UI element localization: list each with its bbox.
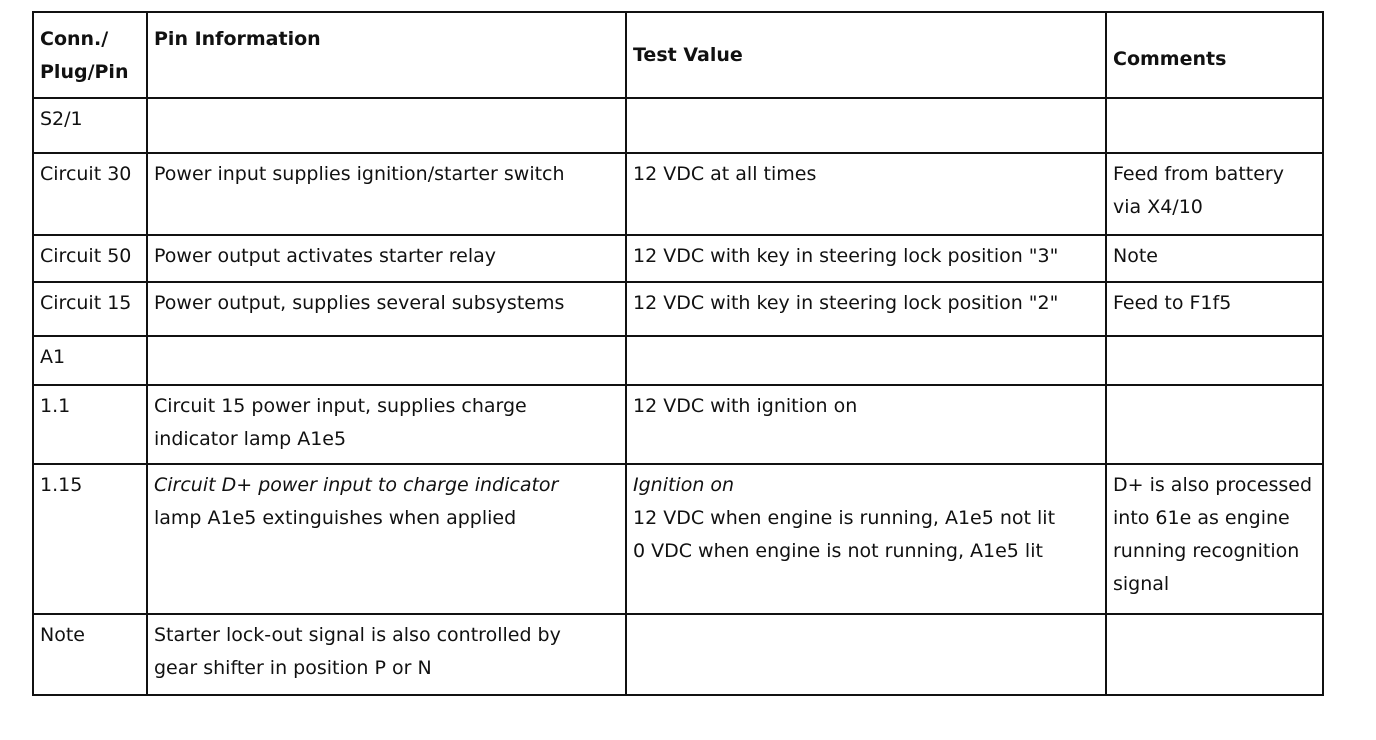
table-row	[33, 614, 1323, 695]
pin-info-cell	[147, 98, 626, 153]
table-row	[33, 153, 1323, 235]
test-value-cell: 12 VDC with key in steering lock position "3"	[626, 235, 1106, 282]
pin-info-cell: Starter lock-out signal is also controlled by gear shifter in position P or N	[147, 614, 626, 695]
conn-cell: S2/1	[33, 98, 147, 153]
comment-cell: D+ is also processed into 61e as engine running recognition signal	[1106, 464, 1323, 614]
pin-info-cell: Circuit D+ power input to charge indicator lamp A1e5 extinguishes when applied	[147, 464, 626, 614]
pin-info-cell	[147, 336, 626, 385]
test-value-cell: 12 VDC with ignition on	[626, 385, 1106, 464]
test-value-cell	[626, 614, 1106, 695]
table-header-row	[33, 12, 1323, 98]
conn-cell: Circuit 15	[33, 282, 147, 336]
comment-cell: Feed from battery via X4/10	[1106, 153, 1323, 235]
comment-cell	[1106, 385, 1323, 464]
table-row	[33, 464, 1323, 614]
test-value-cell: 12 VDC with key in steering lock position "2"	[626, 282, 1106, 336]
header-conn-plug-pin: Conn./ Plug/Pin	[33, 12, 147, 98]
conn-cell: Circuit 30	[33, 153, 147, 235]
table-row	[33, 282, 1323, 336]
pin-info-cell: Power output activates starter relay	[147, 235, 626, 282]
conn-cell: A1	[33, 336, 147, 385]
comment-cell	[1106, 614, 1323, 695]
test-value-cell: 12 VDC at all times	[626, 153, 1106, 235]
pin-info-cell: Power input supplies ignition/starter switch	[147, 153, 626, 235]
comment-cell: Note	[1106, 235, 1323, 282]
conn-cell: Note	[33, 614, 147, 695]
test-value-cell	[626, 98, 1106, 153]
pin-test-table	[32, 11, 1324, 696]
pin-info-cell: Power output, supplies several subsystems	[147, 282, 626, 336]
pin-info-cell: Circuit 15 power input, supplies charge indicator lamp A1e5	[147, 385, 626, 464]
conn-cell: Circuit 50	[33, 235, 147, 282]
comment-cell: Feed to F1f5	[1106, 282, 1323, 336]
table-row	[33, 98, 1323, 153]
table-row	[33, 336, 1323, 385]
table-row	[33, 235, 1323, 282]
conn-cell: 1.15	[33, 464, 147, 614]
comment-cell	[1106, 98, 1323, 153]
header-pin-information: Pin Information	[147, 12, 626, 98]
table-row	[33, 385, 1323, 464]
test-value-cell: Ignition on 12 VDC when engine is running, A1e5 not lit 0 VDC when engine is not running, A1e5 lit	[626, 464, 1106, 614]
conn-cell: 1.1	[33, 385, 147, 464]
test-value-cell	[626, 336, 1106, 385]
header-test-value: Test Value	[626, 12, 1106, 98]
header-comments: Comments	[1106, 12, 1323, 98]
comment-cell	[1106, 336, 1323, 385]
